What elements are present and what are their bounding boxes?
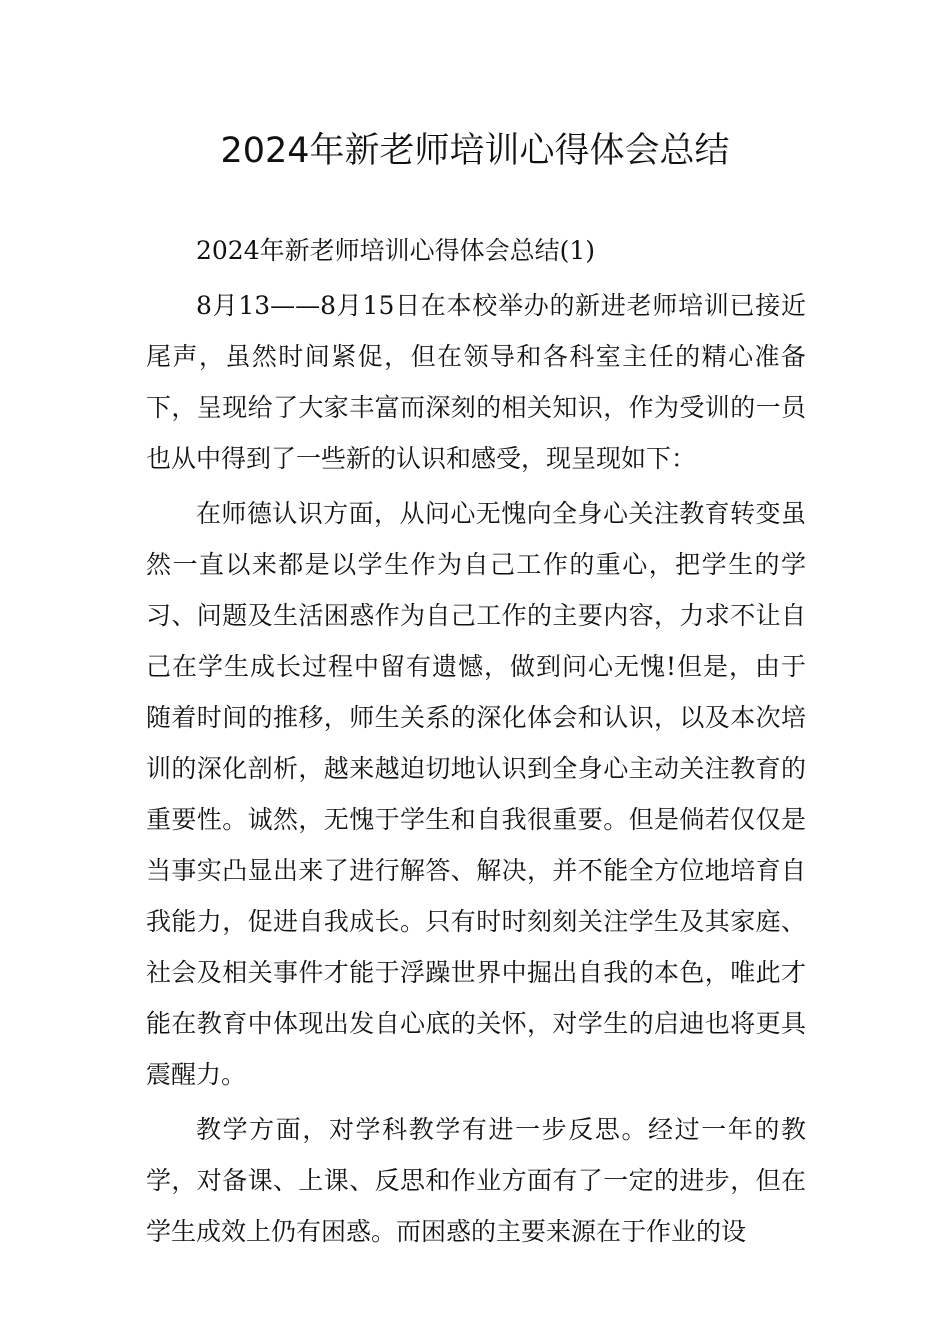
- paragraph-ethics: 在师德认识方面，从问心无愧向全身心关注教育转变虽然一直以来都是以学生作为自己工作的重心，把学生的学习、问题及生活困惑作为自己工作的主要内容，力求不让自己在学生成长过程中留有遗憾，做到问心无愧!但是，由于随着时间的推移，师生关系的深化体会和认识，以及本次培训的深化剖析，越来越迫切地认识到全身心主动关注教育的重要性。诚然，无愧于学生和自我很重要。但是倘若仅仅是当事实凸显出来了进行解答、解决，并不能全方位地培育自我能力，促进自我成长。只有时时刻刻关注学生及其家庭、社会及相关事件才能于浮躁世界中掘出自我的本色，唯此才能在教育中体现出发自心底的关怀，对学生的启迪也将更具震醒力。: [146, 499, 806, 1089]
- paragraph-teaching: 教学方面，对学科教学有进一步反思。经过一年的教学，对备课、上课、反思和作业方面有了一定的进步，但在学生成效上仍有困惑。而困惑的主要来源在于作业的设: [146, 1115, 806, 1246]
- document-body: [146, 225, 806, 1261]
- document-title: 2024年新老师培训心得体会总结: [220, 131, 730, 171]
- paragraph-subtitle: 2024年新老师培训心得体会总结(1): [196, 236, 596, 265]
- paragraph-intro: 8月13——8月15日在本校举办的新进老师培训已接近尾声，虽然时间紧促，但在领导和各科室主任的精心准备下，呈现给了大家丰富而深刻的相关知识，作为受训的一员也从中得到了一些新的认识和感受，现呈现如下：: [146, 291, 806, 473]
